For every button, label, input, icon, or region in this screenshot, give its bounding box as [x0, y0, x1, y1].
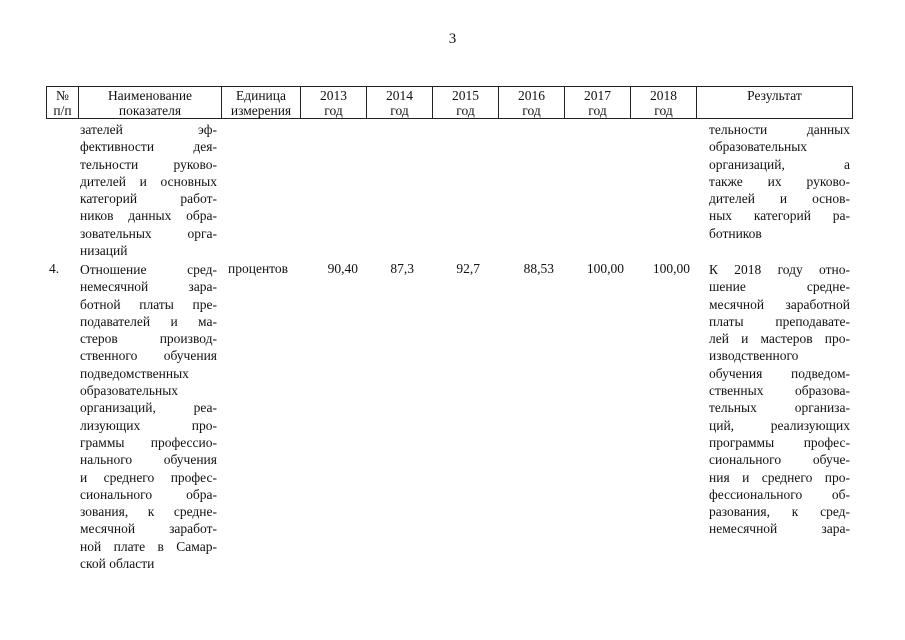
header-year-2017: 2017 год — [565, 87, 631, 119]
continued-result: тельности данных образовательных организаций, а также их руково- дителей и основ- ных категорий ра- ботников — [709, 122, 850, 241]
value-2014: 87,3 — [390, 261, 414, 276]
value-2013: 90,40 — [327, 261, 358, 276]
header-year-2018: 2018 год — [631, 87, 697, 119]
page-number: 3 — [448, 31, 457, 47]
header-year-2015: 2015 год — [433, 87, 499, 119]
value-2017: 100,00 — [586, 261, 624, 276]
header-result: Результат — [697, 87, 853, 119]
result-text: К 2018 году отно- шение средне- месячной заработной платы преподавате- лей и мастеров про- изводственного обучения подведом- ственных образова- тельных организа- ций, реализующих программы профес- сионального обуче- ния и среднего про- фессионального об- разования, к сред- немесячной зара- — [709, 262, 850, 537]
header-indicator-name: Наименование показателя — [79, 87, 222, 119]
row-number: 4. — [49, 261, 60, 276]
header-year-2016: 2016 год — [499, 87, 565, 119]
unit-value: процентов — [228, 261, 289, 276]
value-2015: 92,7 — [456, 261, 480, 276]
continued-indicator-name: зателей эф- фективности дея- тельности руково- дителей и основных категорий работ- ников данных обра- зовательных орга- низаций — [80, 122, 217, 259]
header-year-2013: 2013 год — [301, 87, 367, 119]
indicator-name: Отношение сред- немесячной зара- ботной платы пре- подавателей и ма- стеров производ- ственного обучения подведомственных образовательных организаций, реа- лизующих про- граммы профессио- нального обучения и среднего профес- сионального обра- зования, к средне- месячной заработ- ной плате в Самар- ской области — [80, 262, 217, 572]
header-number: № п/п — [47, 87, 79, 119]
table-header — [46, 86, 853, 119]
value-2018: 100,00 — [652, 261, 690, 276]
header-unit: Единица измерения — [222, 87, 301, 119]
header-year-2014: 2014 год — [367, 87, 433, 119]
value-2016: 88,53 — [523, 261, 554, 276]
